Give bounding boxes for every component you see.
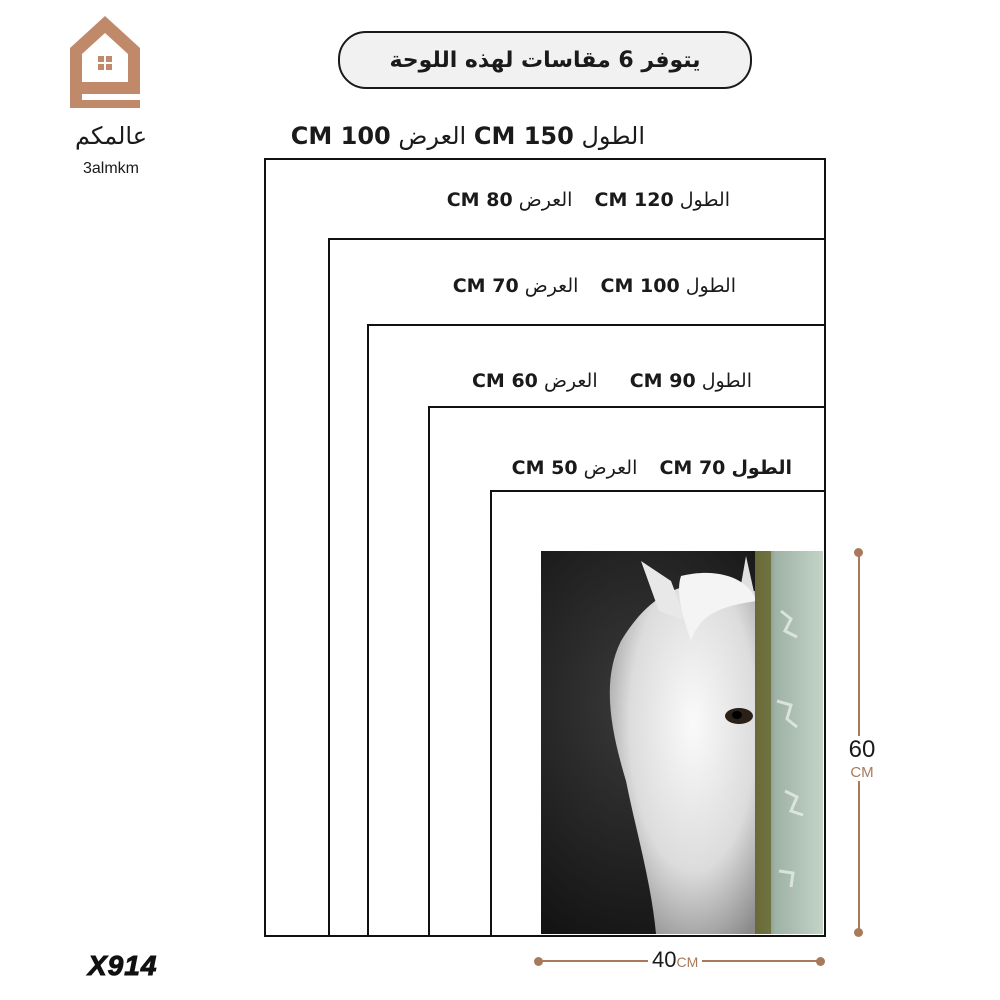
- brand-name-arabic: عالمكم: [74, 122, 148, 150]
- width-dimension-label: [648, 947, 702, 973]
- width-label: العرض: [524, 275, 579, 297]
- length-value: 70 CM: [659, 457, 726, 479]
- house-logo-icon: [68, 14, 142, 110]
- height-dimension-bottom-dot: [854, 928, 863, 937]
- width-label: العرض: [543, 370, 598, 392]
- length-value: 100 CM: [600, 275, 680, 297]
- length-value: 90 CM: [629, 370, 696, 392]
- width-value: 70 CM: [452, 275, 519, 297]
- sizes-available-title: يتوفر 6 مقاسات لهذه اللوحة: [338, 31, 752, 89]
- brand-name-english: 3almkm: [82, 160, 139, 177]
- size-label-5: [512, 457, 792, 479]
- brand-logo: [56, 14, 156, 177]
- length-value: 150 CM: [473, 122, 574, 150]
- size-label-3: [453, 275, 736, 297]
- width-value: 50 CM: [511, 457, 578, 479]
- product-code: X914: [88, 950, 158, 981]
- height-dimension-label: [836, 736, 888, 781]
- width-label: العرض: [518, 189, 573, 211]
- height-value: 60: [848, 736, 876, 763]
- length-label: الطول: [731, 457, 792, 479]
- width-label: العرض: [583, 457, 638, 479]
- length-label: الطول: [679, 189, 730, 211]
- width-value: 40: [652, 947, 677, 972]
- size-label-1: [291, 122, 645, 150]
- width-label: العرض: [398, 122, 467, 150]
- width-dimension-left-dot: [534, 957, 543, 966]
- height-unit: CM: [850, 764, 874, 781]
- length-label: الطول: [581, 122, 645, 150]
- width-value: 100 CM: [290, 122, 391, 150]
- width-value: 80 CM: [446, 189, 513, 211]
- width-value: 60 CM: [471, 370, 538, 392]
- width-dimension-right-dot: [816, 957, 825, 966]
- length-label: الطول: [685, 275, 736, 297]
- size-label-4: [472, 370, 752, 392]
- length-value: 120 CM: [594, 189, 674, 211]
- length-label: الطول: [701, 370, 752, 392]
- white-horse-painting-image: [541, 551, 823, 934]
- width-unit: CM: [676, 954, 699, 970]
- height-dimension-top-dot: [854, 548, 863, 557]
- size-label-2: [447, 189, 730, 211]
